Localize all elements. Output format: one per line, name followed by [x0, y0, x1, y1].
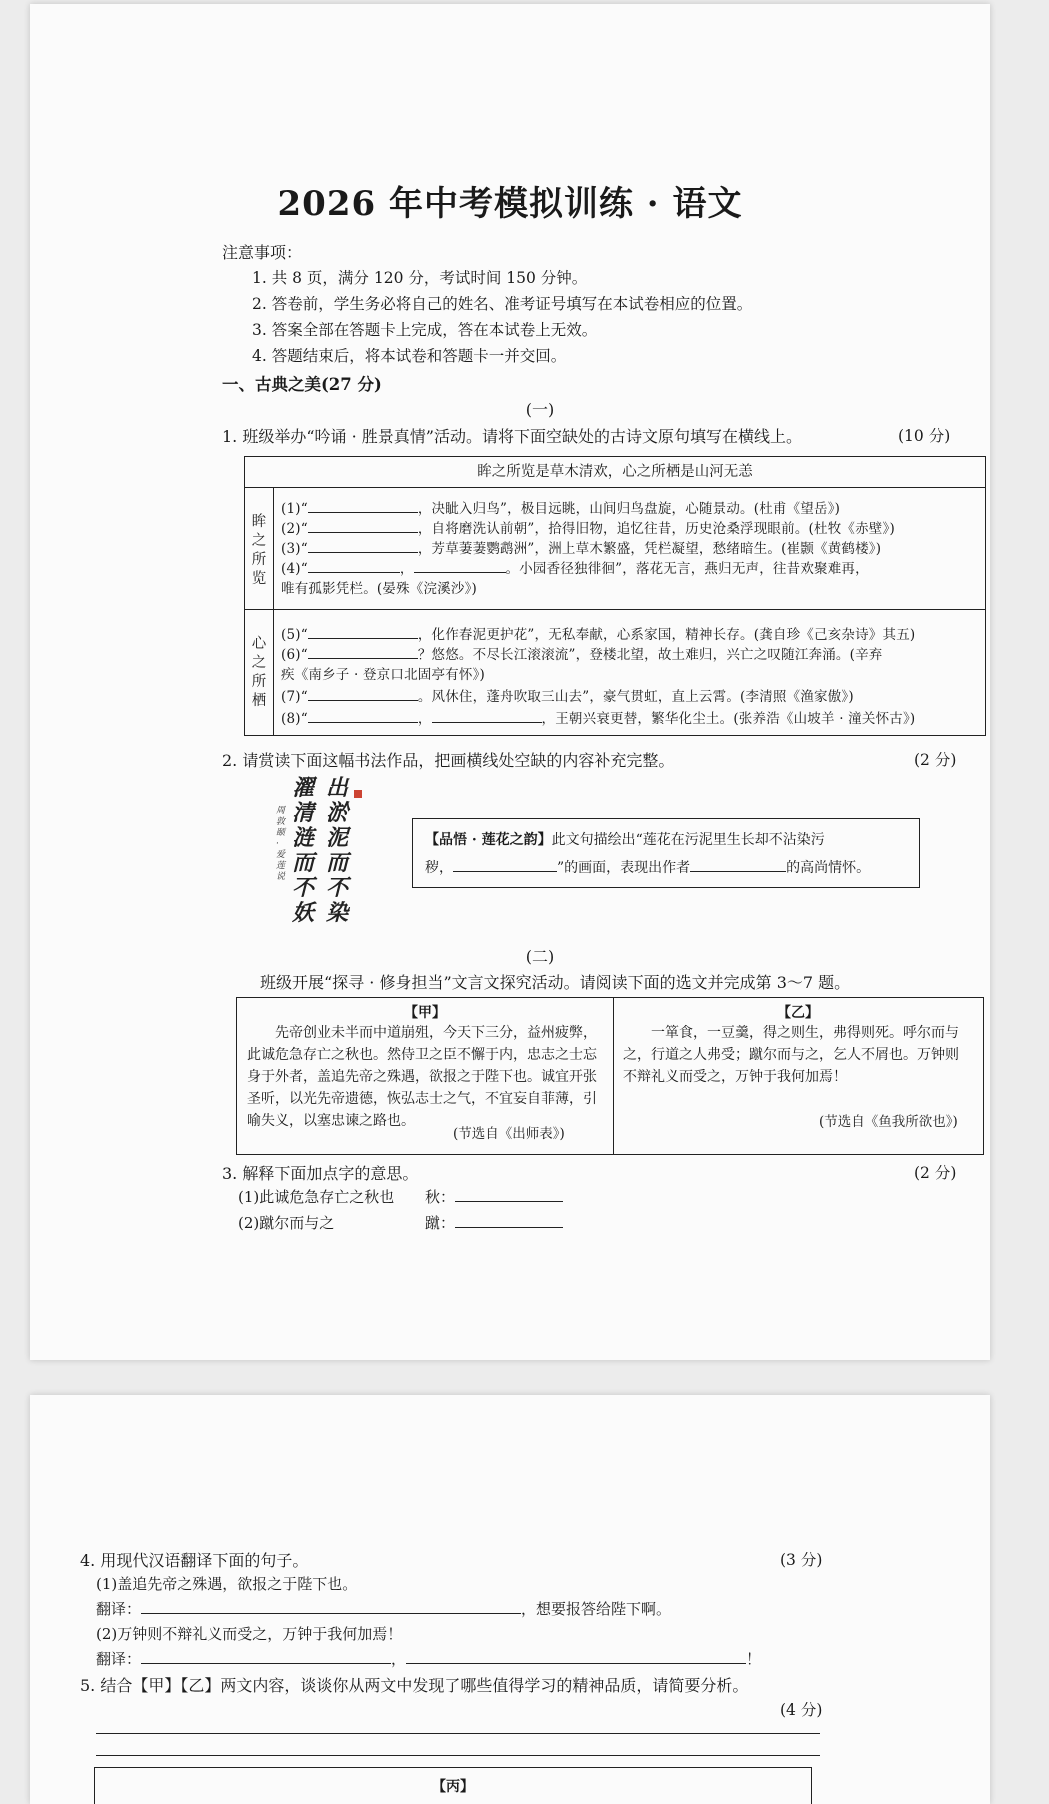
passage-yi-label: 【乙】: [777, 1005, 819, 1021]
fill-line-1: (1)“ ，决眦入归鸟”，极目远眺，山间归鸟盘旋，心随景动。(杜甫《望岳》): [281, 501, 841, 517]
question-3-stem: 3. 解释下面加点字的意思。: [222, 1164, 419, 1183]
table-column-divider: [273, 487, 274, 735]
answer-blank[interactable]: [308, 500, 418, 513]
question-1-table: [244, 456, 986, 736]
fill-line-5: (5)“ ，化作春泥更护花”，无私奉献，心系家国，精神长存。(龚自珍《己亥杂诗》其五): [281, 627, 916, 643]
question-4-item-2: (2)万钟则不辩礼义而受之，万钟于我何加焉！: [96, 1625, 403, 1643]
passage-box: [236, 997, 984, 1155]
note-item: 2. 答卷前，学生务必将自己的姓名、准考证号填写在本试卷相应的位置。: [252, 295, 753, 313]
calligraphy-artwork: [276, 776, 386, 936]
passage-yi-source: (节选自《鱼我所欲也》): [819, 1114, 958, 1130]
passage-jia-label: 【甲】: [404, 1005, 446, 1021]
notes-heading: 注意事项：: [222, 243, 303, 262]
answer-blank[interactable]: [308, 560, 400, 573]
note-item: 4. 答题结束后，将本试卷和答题卡一并交回。: [252, 347, 567, 365]
calligraphy-signature: 周敦颐 · 爱莲说: [276, 806, 286, 882]
fill-line-8: (8)“ ， ，王朝兴衰更替，繁华化尘土。(张养浩《山坡羊 · 潼关怀古》): [281, 711, 916, 727]
page-title: 2026 年中考模拟训练 · 语文: [277, 184, 743, 224]
answer-blank[interactable]: [141, 1651, 391, 1664]
question-3-item-1: (1)此诚危急存亡之秋也: [238, 1188, 395, 1206]
answer-blank[interactable]: [308, 540, 418, 553]
passage-intro: 班级开展“探寻 · 修身担当”文言文探究活动。请阅读下面的选文并完成第 3～7 题。: [260, 973, 851, 992]
fill-line-4-cont: 唯有孤影凭栏。(晏殊《浣溪沙》): [281, 581, 477, 597]
answer-line[interactable]: [96, 1755, 820, 1756]
question-2-stem: 2. 请赏读下面这幅书法作品，把画横线处空缺的内容补充完整。: [222, 751, 675, 770]
question-3-score: (2 分): [914, 1164, 957, 1182]
question-4-item-1: (1)盖追先帝之殊遇，欲报之于陛下也。: [96, 1575, 358, 1593]
answer-blank[interactable]: [141, 1601, 521, 1614]
answer-blank[interactable]: [308, 626, 418, 639]
passage-yi-text: 一箪食，一豆羹，得之则生，弗得则死。呼尔而与之，行道之人弗受；蹴尔而与之，乞人不屑也。万钟则不辩礼义而受之，万钟于我何加焉！: [623, 1025, 959, 1085]
calligraphy-column-1: 出淤泥而不染: [326, 775, 349, 926]
question-1-score: (10 分): [898, 427, 951, 445]
question-1-stem: 1. 班级举办“吟诵 · 胜景真情”活动。请将下面空缺处的古诗文原句填写在横线上。: [222, 427, 802, 446]
exam-page-2: [30, 1395, 990, 1804]
question-4-score: (3 分): [780, 1551, 823, 1569]
answer-blank[interactable]: [455, 1215, 563, 1228]
seal-stamp-icon: [354, 790, 362, 798]
question-4-translation-2: 翻译： ， ！: [96, 1650, 762, 1668]
answer-blank[interactable]: [453, 859, 557, 872]
fill-line-6: (6)“ ？悠悠。不尽长江滚滚流”，登楼北望，故土难归，兴亡之叹随江奔涌。(辛弃: [281, 647, 883, 663]
part-heading: (一): [525, 400, 555, 419]
answer-blank[interactable]: [308, 710, 418, 723]
question-5-score: (4 分): [780, 1701, 823, 1719]
fill-line-4: (4)“ ， 。小园香径独徘徊”，落花无言，燕归无声，往昔欢聚难再，: [281, 561, 869, 577]
fill-line-3: (3)“ ，芳草萋萋鹦鹉洲”，洲上草木繁盛，凭栏凝望，愁绪暗生。(崔颢《黄鹤楼》): [281, 541, 882, 557]
passage-bing-label: 【丙】: [432, 1779, 474, 1795]
answer-line[interactable]: [96, 1733, 820, 1734]
answer-blank[interactable]: [308, 520, 418, 533]
question-3-answer-2: 蹴：: [425, 1212, 563, 1233]
question-4-stem: 4. 用现代汉语翻译下面的句子。: [80, 1551, 309, 1570]
calligraphy-column-2: 濯清涟而不妖: [292, 775, 315, 926]
question-2-score: (2 分): [914, 751, 957, 769]
answer-blank[interactable]: [690, 859, 786, 872]
part-heading: (二): [525, 947, 555, 966]
note-item: 3. 答案全部在答题卡上完成，答在本试卷上无效。: [252, 321, 598, 339]
question-3-item-2: (2)蹴尔而与之: [238, 1214, 335, 1232]
section-heading: 一、古典之美(27 分): [222, 375, 382, 394]
answer-blank[interactable]: [432, 710, 542, 723]
passage-jia-text: 先帝创业未半而中道崩殂，今天下三分，益州疲弊，此诚危急存亡之秋也。然侍卫之臣不懈于内，忠志之士忘身于外者，盖追先帝之殊遇，欲报之于陛下也。诚宜开张圣听，以光先帝遗德，恢弘志士之气，不宜妄自菲薄，引喻失义，以塞忠谏之路也。: [247, 1025, 597, 1129]
answer-blank[interactable]: [406, 1651, 746, 1664]
passage-jia-source: (节选自《出师表》): [453, 1126, 565, 1142]
question-5-stem: 5. 结合【甲】【乙】两文内容，谈谈你从两文中发现了哪些值得学习的精神品质，请简要分析。: [80, 1676, 749, 1695]
answer-blank[interactable]: [308, 688, 418, 701]
passage-bing-box: [94, 1767, 812, 1804]
answer-blank[interactable]: [455, 1189, 563, 1202]
question-2-box: 【品悟 · 莲花之韵】此文句描绘出“莲花在污泥里生长却不沾染污 秽， ”的画面，表现出作者 的高尚情怀。: [412, 818, 920, 888]
answer-blank[interactable]: [414, 560, 506, 573]
box-text-line-1: 此文句描绘出“莲花在污泥里生长却不沾染污: [551, 832, 825, 848]
fill-line-7: (7)“ 。风休住，蓬舟吹取三山去”，豪气贯虹，直上云霄。(李清照《渔家傲》): [281, 689, 854, 705]
row-label-a: 眸之所览: [251, 514, 267, 587]
table-divider: [245, 609, 985, 610]
exam-page-1: [30, 4, 990, 1360]
question-3-answer-1: 秋：: [425, 1186, 563, 1207]
table-title: 眸之所览是草木清欢，心之所栖是山河无恙: [245, 457, 985, 488]
box-label: 【品悟 · 莲花之韵】: [425, 832, 552, 848]
answer-blank[interactable]: [308, 646, 418, 659]
fill-line-2: (2)“ ，自将磨洗认前朝”，拾得旧物，追忆往昔，历史沧桑浮现眼前。(杜牧《赤壁》): [281, 521, 895, 537]
note-item: 1. 共 8 页，满分 120 分，考试时间 150 分钟。: [252, 269, 588, 287]
fill-line-6-cont: 疾《南乡子 · 登京口北固亭有怀》): [281, 667, 485, 683]
question-4-translation-1: 翻译： ，想要报答给陛下啊。: [96, 1600, 672, 1618]
row-label-b: 心之所栖: [251, 636, 267, 709]
